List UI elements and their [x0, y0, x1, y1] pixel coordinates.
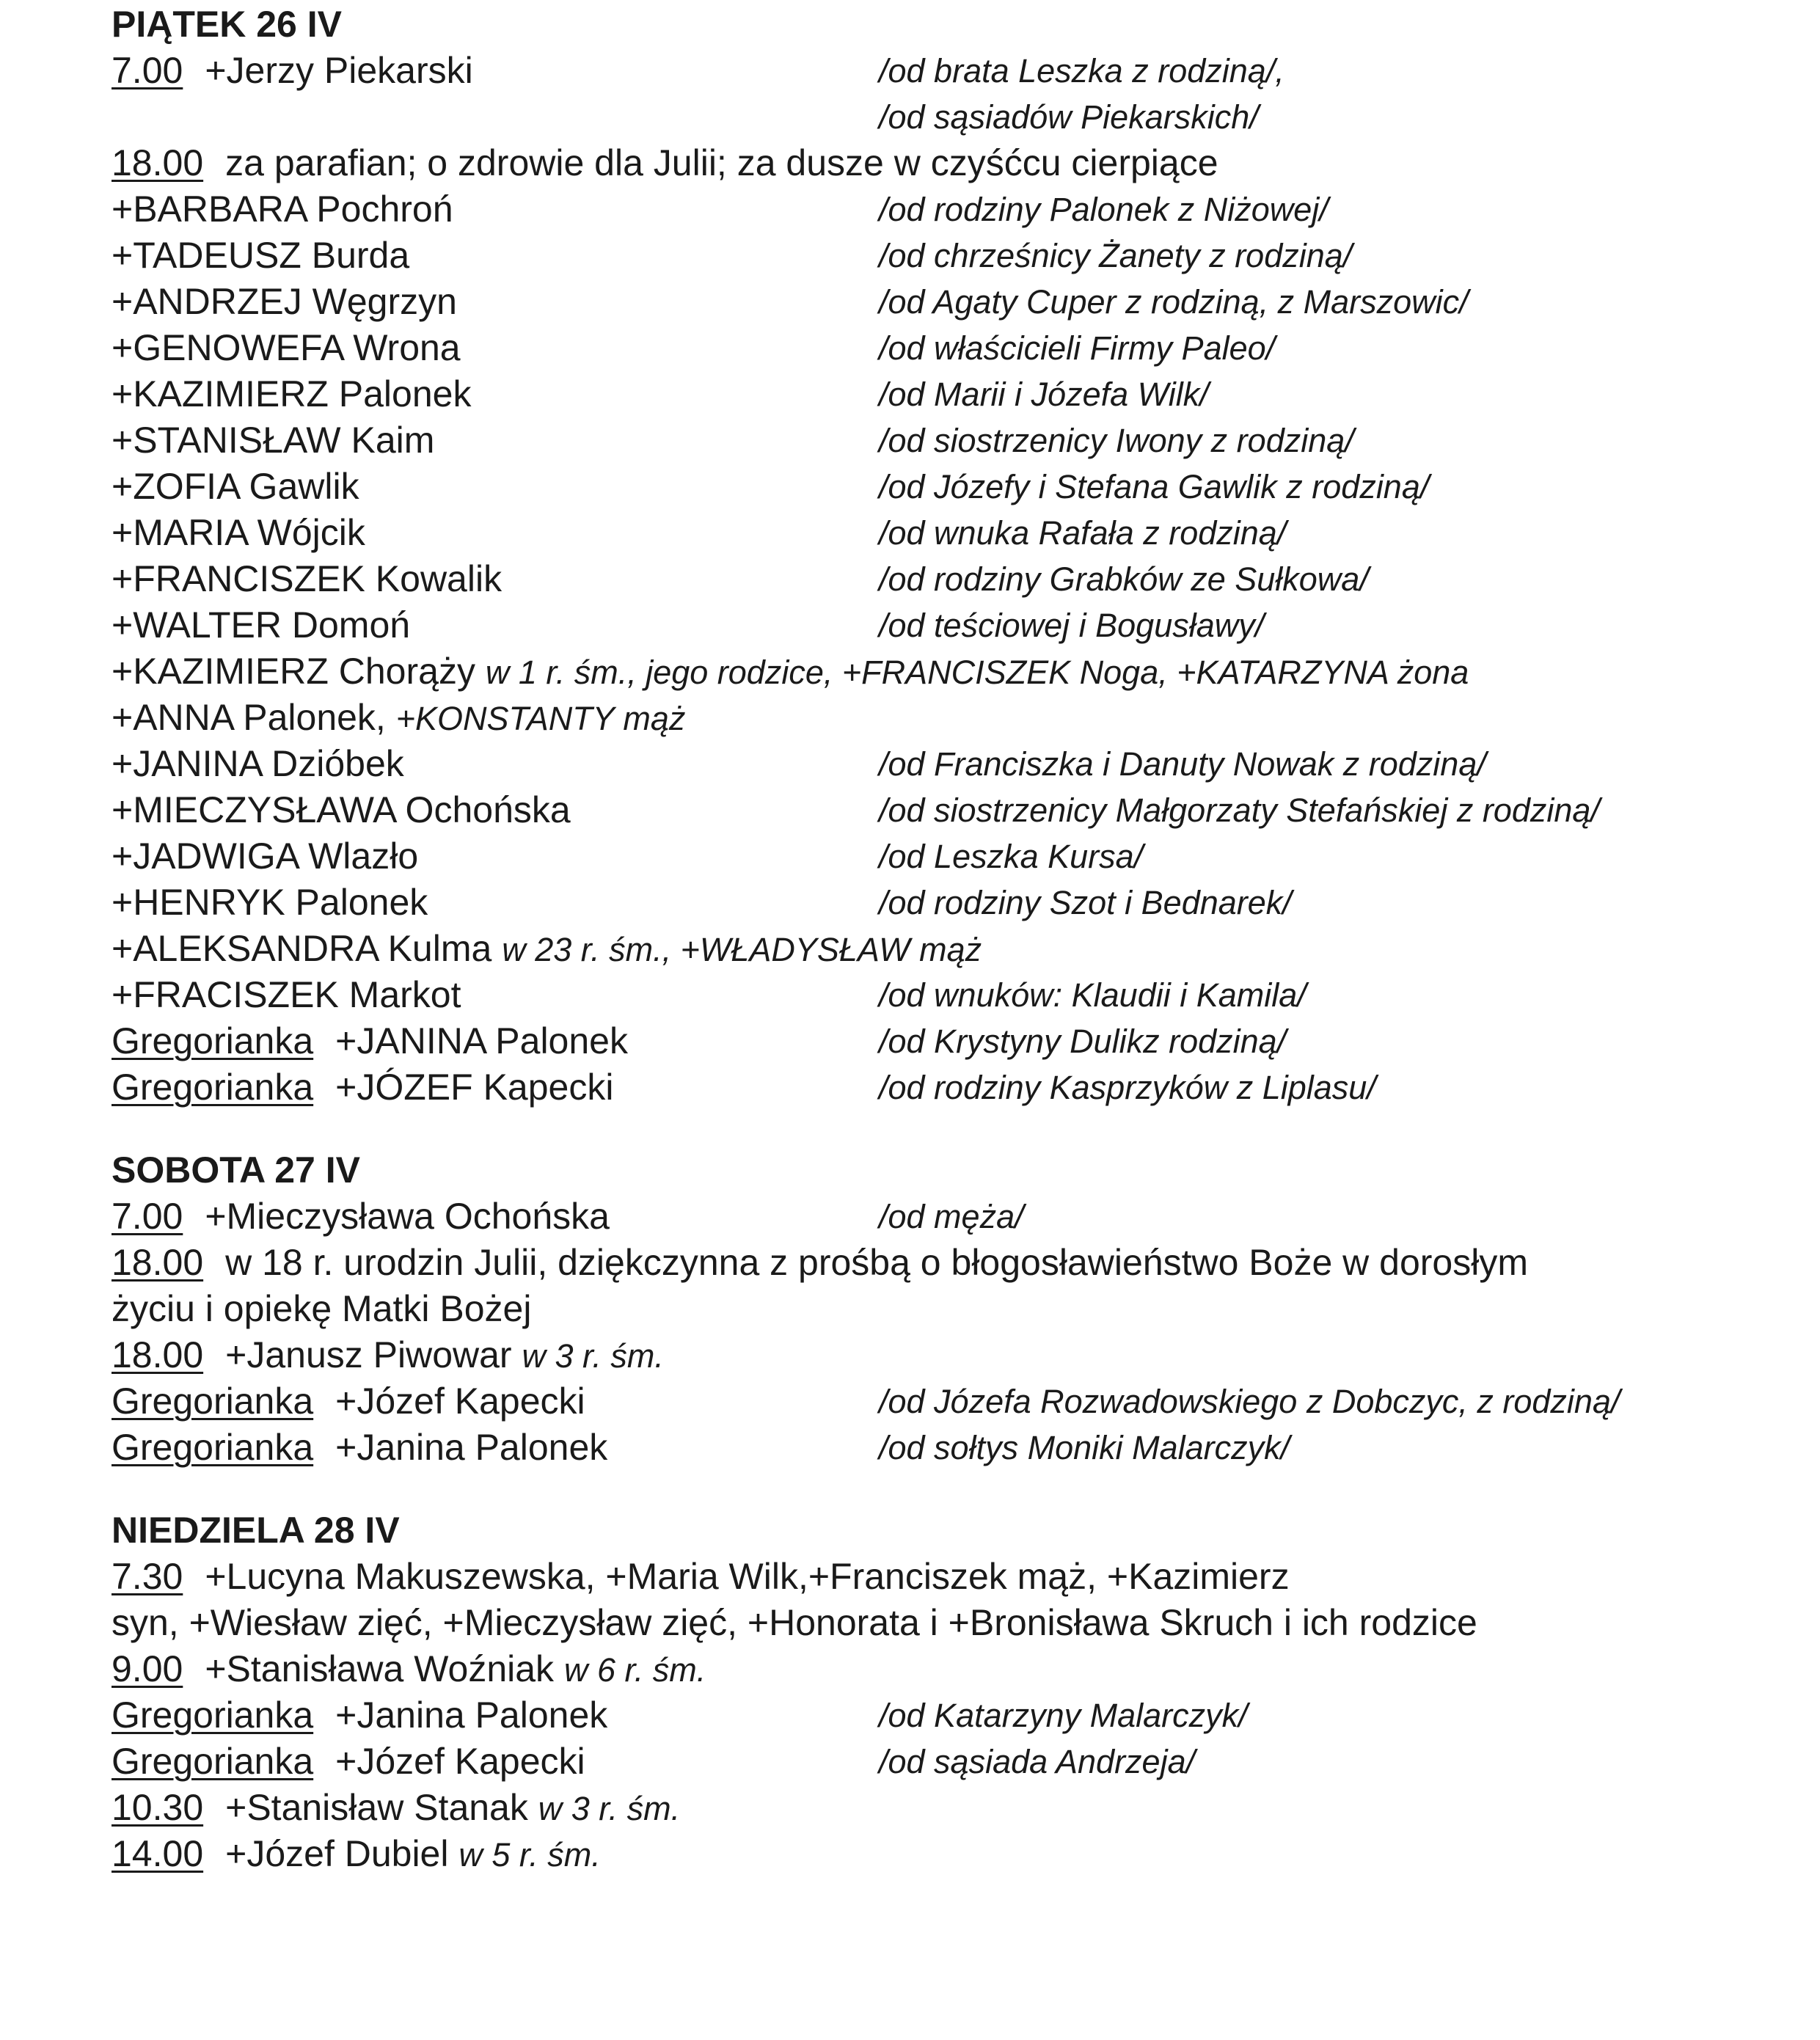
gregorian-label: Gregorianka: [112, 1020, 314, 1061]
intention-detail: w 5 r. śm.: [458, 1836, 601, 1873]
mass-time: 7.30: [112, 1556, 183, 1597]
intention-line: [112, 880, 1799, 926]
intention-detail: w 6 r. śm.: [563, 1651, 706, 1689]
day-heading: [112, 1, 1799, 48]
offered-by: /od Józefa Rozwadowskiego z Dobczyc, z rodziną/: [879, 1383, 1620, 1420]
offered-by: /od Krystyny Dulikz rodziną/: [879, 1023, 1287, 1060]
intention-detail: w 3 r. śm.: [522, 1337, 664, 1375]
intention-text: +Lucyna Makuszewska, +Maria Wilk,+Franciszek mąż, +Kazimierz: [205, 1556, 1290, 1597]
intention-line: [112, 787, 1799, 833]
intention-text: +Józef Dubiel: [225, 1833, 449, 1874]
intention-line: [112, 1193, 1799, 1240]
intention-line: [112, 1425, 1799, 1471]
day-heading-text: PIĄTEK 26 IV: [112, 4, 342, 45]
intention-text: +Janina Palonek: [335, 1427, 608, 1468]
intention-line: [112, 1378, 1799, 1425]
intention-line: [112, 417, 1799, 464]
offered-by: /od Marii i Józefa Wilk/: [879, 376, 1209, 413]
intention-line: [112, 1692, 1799, 1739]
intention-line: [112, 1332, 1799, 1378]
intention-text: +JADWIGA Wlazło: [112, 836, 419, 877]
offered-by: /od sąsiadów Piekarskich/: [879, 98, 1259, 136]
mass-time: 7.00: [112, 50, 183, 91]
intention-line: [112, 741, 1799, 787]
offered-by: /od właścicieli Firmy Paleo/: [879, 329, 1276, 367]
gregorian-label: Gregorianka: [112, 1427, 314, 1468]
intention-line: [112, 464, 1799, 510]
intention-text: +STANISŁAW Kaim: [112, 420, 435, 461]
intention-line: [112, 94, 1799, 140]
intention-text: +JÓZEF Kapecki: [335, 1067, 614, 1108]
day-heading: [112, 1507, 1799, 1554]
intention-line: [112, 602, 1799, 648]
offered-by: /od siostrzenicy Małgorzaty Stefańskiej z rodziną/: [879, 791, 1600, 829]
intention-text: +KAZIMIERZ Chorąży: [112, 651, 475, 692]
offered-by: /od rodziny Kasprzyków z Liplasu/: [879, 1069, 1376, 1106]
offered-by: /od rodziny Szot i Bednarek/: [879, 884, 1292, 921]
day-heading: [112, 1147, 1799, 1193]
offered-by: /od Leszka Kursa/: [879, 838, 1144, 875]
intention-line: [112, 972, 1799, 1018]
intention-line: [112, 833, 1799, 880]
intention-text: +Józef Kapecki: [335, 1381, 585, 1422]
intention-text: +FRACISZEK Markot: [112, 974, 461, 1015]
intention-line: [112, 1785, 1799, 1831]
mass-time: 18.00: [112, 1242, 204, 1283]
intention-text: +FRANCISZEK Kowalik: [112, 558, 502, 599]
intention-text: +ALEKSANDRA Kulma: [112, 928, 492, 969]
intention-text: +JANINA Palonek: [335, 1020, 628, 1061]
intention-line: [112, 1064, 1799, 1111]
intention-line: [112, 279, 1799, 325]
intention-text: życiu i opiekę Matki Bożej: [112, 1288, 532, 1329]
intention-text: +TADEUSZ Burda: [112, 235, 410, 276]
intention-line: [112, 1600, 1799, 1646]
mass-time: 14.00: [112, 1833, 204, 1874]
mass-time: 18.00: [112, 1334, 204, 1375]
gregorian-label: Gregorianka: [112, 1694, 314, 1736]
mass-intentions-document: [112, 1, 1799, 1877]
intention-text: +Józef Kapecki: [335, 1741, 585, 1782]
intention-line: [112, 1018, 1799, 1064]
intention-line: [112, 233, 1799, 279]
offered-by: /od sołtys Moniki Malarczyk/: [879, 1429, 1290, 1466]
offered-by: /od chrześnicy Żanety z rodziną/: [879, 237, 1353, 274]
mass-time: 10.30: [112, 1787, 204, 1828]
intention-text: +Stanisław Stanak: [225, 1787, 528, 1828]
intention-text: +Stanisława Woźniak: [205, 1648, 555, 1689]
intention-line: [112, 48, 1799, 94]
intention-line: [112, 695, 1799, 741]
intention-text: +WALTER Domoń: [112, 604, 411, 646]
gregorian-label: Gregorianka: [112, 1381, 314, 1422]
intention-line: [112, 1646, 1799, 1692]
intention-line: [112, 1739, 1799, 1785]
intention-detail: w 23 r. śm., +WŁADYSŁAW mąż: [502, 931, 982, 968]
offered-by: /od brata Leszka z rodziną/,: [879, 52, 1284, 89]
intention-text: +ZOFIA Gawlik: [112, 466, 359, 507]
intention-line: [112, 1240, 1799, 1286]
offered-by: /od sąsiada Andrzeja/: [879, 1743, 1196, 1780]
intention-line: [112, 325, 1799, 371]
intention-text: +JANINA Dzióbek: [112, 743, 404, 784]
intention-detail: w 1 r. śm., jego rodzice, +FRANCISZEK Noga, +KATARZYNA żona: [485, 654, 1469, 691]
intention-text: +Jerzy Piekarski: [205, 50, 473, 91]
intention-text: +Janusz Piwowar: [225, 1334, 512, 1375]
offered-by: /od Józefy i Stefana Gawlik z rodziną/: [879, 468, 1430, 505]
day-heading-text: NIEDZIELA 28 IV: [112, 1510, 400, 1551]
offered-by: /od teściowej i Bogusławy/: [879, 607, 1265, 644]
intention-text: za parafian; o zdrowie dla Julii; za dusze w czyśćcu cierpiące: [225, 142, 1218, 183]
intention-text: +ANDRZEJ Węgrzyn: [112, 281, 457, 322]
intention-text: +BARBARA Pochroń: [112, 189, 453, 230]
intention-text: +ANNA Palonek,: [112, 697, 386, 738]
offered-by: /od męża/: [879, 1198, 1024, 1235]
gregorian-label: Gregorianka: [112, 1067, 314, 1108]
intention-line: [112, 510, 1799, 556]
offered-by: /od siostrzenicy Iwony z rodziną/: [879, 422, 1354, 459]
offered-by: /od rodziny Grabków ze Sułkowa/: [879, 560, 1369, 598]
intention-text: +HENRYK Palonek: [112, 882, 428, 923]
intention-line: [112, 1831, 1799, 1877]
intention-line: [112, 1554, 1799, 1600]
intention-line: [112, 186, 1799, 233]
gregorian-label: Gregorianka: [112, 1741, 314, 1782]
intention-text: w 18 r. urodzin Julii, dziękczynna z prośbą o błogosławieństwo Boże w dorosłym: [225, 1242, 1528, 1283]
intention-line: [112, 556, 1799, 602]
offered-by: /od rodziny Palonek z Niżowej/: [879, 191, 1329, 228]
day-heading-text: SOBOTA 27 IV: [112, 1149, 360, 1191]
offered-by: /od wnuków: Klaudii i Kamila/: [879, 976, 1306, 1014]
offered-by: /od Franciszka i Danuty Nowak z rodziną/: [879, 745, 1486, 783]
mass-time: 18.00: [112, 142, 204, 183]
intention-detail: +KONSTANTY mąż: [395, 700, 686, 737]
offered-by: /od wnuka Rafała z rodziną/: [879, 514, 1287, 552]
intention-line: [112, 1286, 1799, 1332]
intention-text: +Janina Palonek: [335, 1694, 608, 1736]
offered-by: /od Katarzyny Malarczyk/: [879, 1697, 1248, 1734]
intention-line: [112, 371, 1799, 417]
intention-detail: w 3 r. śm.: [538, 1790, 681, 1827]
offered-by: /od Agaty Cuper z rodziną, z Marszowic/: [879, 283, 1469, 321]
intention-text: +KAZIMIERZ Palonek: [112, 373, 472, 414]
intention-text: syn, +Wiesław zięć, +Mieczysław zięć, +Honorata i +Bronisława Skruch i ich rodzice: [112, 1602, 1477, 1643]
intention-text: +MARIA Wójcik: [112, 512, 365, 553]
mass-time: 9.00: [112, 1648, 183, 1689]
intention-text: +GENOWEFA Wrona: [112, 327, 461, 368]
intention-text: +Mieczysława Ochońska: [205, 1196, 610, 1237]
intention-line: [112, 140, 1799, 186]
intention-line: [112, 648, 1799, 695]
intention-line: [112, 926, 1799, 972]
mass-time: 7.00: [112, 1196, 183, 1237]
intention-text: +MIECZYSŁAWA Ochońska: [112, 789, 571, 830]
